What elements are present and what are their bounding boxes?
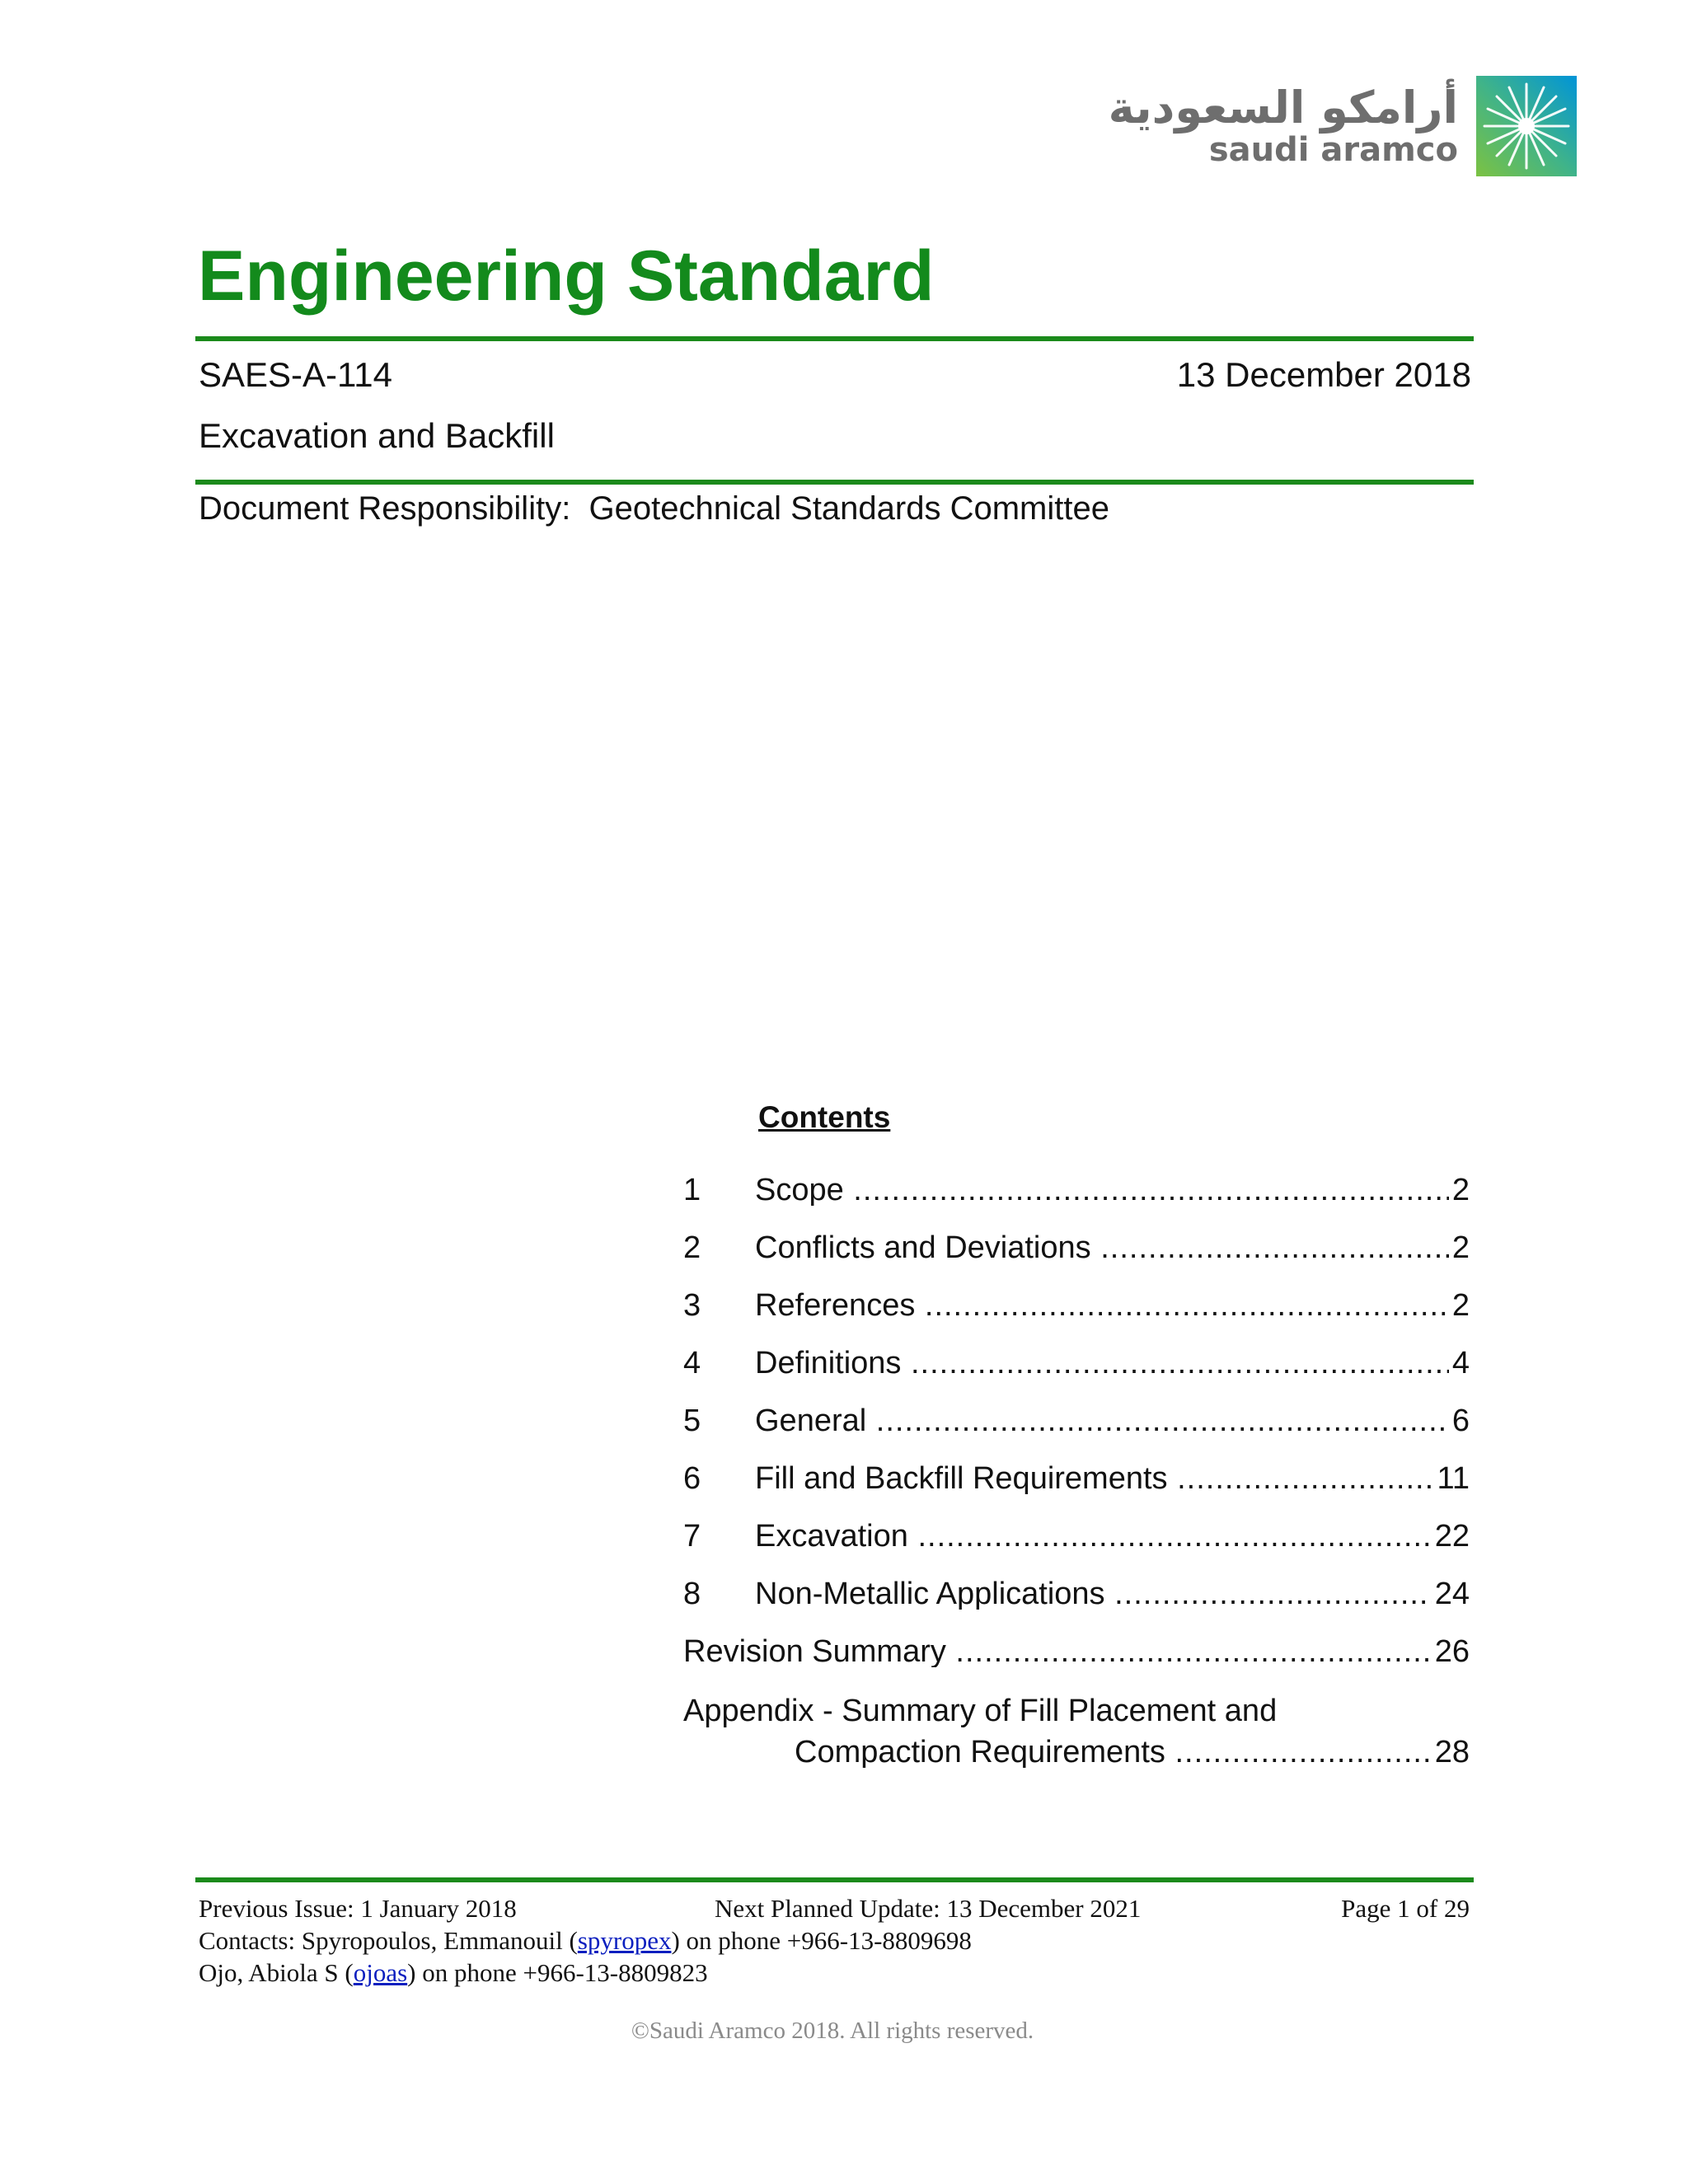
- toc-item-page: 4: [1451, 1346, 1470, 1380]
- toc-item-label: References .....: [755, 1290, 1449, 1321]
- toc-item-number: 8: [683, 1577, 701, 1611]
- contact2-suffix: ) on phone +966-13-8809823: [407, 1958, 708, 1987]
- toc-appendix-line1: Appendix - Summary of Fill Placement and: [683, 1694, 1278, 1728]
- toc-item-page: 24: [1434, 1577, 1470, 1611]
- toc-item-fill-backfill[interactable]: [683, 1463, 1470, 1521]
- footer-rule: [195, 1877, 1474, 1882]
- toc-item-non-metallic[interactable]: [683, 1578, 1470, 1636]
- toc-item-page: 22: [1434, 1519, 1470, 1554]
- toc-item-references[interactable]: [683, 1290, 1470, 1347]
- toc-item-general[interactable]: [683, 1405, 1470, 1463]
- toc-item-definitions[interactable]: [683, 1347, 1470, 1405]
- toc-item-number: 7: [683, 1519, 701, 1554]
- toc-item-conflicts[interactable]: [683, 1232, 1470, 1290]
- contact1-prefix: Contacts: Spyropoulos, Emmanouil (: [199, 1926, 578, 1955]
- toc-item-label: Definitions .....: [755, 1347, 1449, 1379]
- toc-item-label: Revision Summary .....: [683, 1636, 1432, 1667]
- document-title: Engineering Standard: [198, 237, 935, 316]
- toc-item-page: 2: [1451, 1230, 1470, 1265]
- header-bottom-rule: [195, 480, 1474, 485]
- logo-arabic-text: أرامكو السعودية: [1108, 82, 1458, 134]
- toc-item-label: Conflicts and Deviations .....: [755, 1232, 1449, 1263]
- next-planned-update: Next Planned Update: 13 December 2021: [715, 1894, 1142, 1923]
- toc-item-label: Fill and Backfill Requirements .....: [755, 1463, 1434, 1494]
- contact1-suffix: ) on phone +966-13-8809698: [671, 1926, 972, 1955]
- page-number: Page 1 of 29: [1341, 1894, 1470, 1923]
- toc-item-number: 1: [683, 1173, 701, 1207]
- document-subject: Excavation and Backfill: [199, 416, 555, 455]
- previous-issue: Previous Issue: 1 January 2018: [199, 1894, 517, 1923]
- logo-wordmark: [1108, 82, 1458, 169]
- toc-item-label: Excavation .....: [755, 1521, 1432, 1552]
- aramco-star-icon: [1476, 76, 1577, 176]
- toc-item-number: 4: [683, 1346, 701, 1380]
- responsibility-label: Document Responsibility:: [199, 490, 571, 527]
- toc-item-excavation[interactable]: [683, 1521, 1470, 1578]
- toc-appendix-line2: Compaction Requirements .....: [795, 1736, 1432, 1768]
- toc-item-page: 11: [1437, 1461, 1470, 1496]
- footer-contact-1: [199, 1924, 1470, 1957]
- copyright-notice: ©Saudi Aramco 2018. All rights reserved.: [631, 2018, 1034, 2044]
- contact2-prefix: Ojo, Abiola S (: [199, 1958, 354, 1987]
- footer-contact-2: [199, 1957, 1470, 1989]
- toc-item-page: 2: [1451, 1288, 1470, 1323]
- logo-english-text: saudi aramco: [1208, 131, 1458, 169]
- toc-item-revision-summary[interactable]: [683, 1636, 1470, 1694]
- toc-item-page: 28: [1434, 1735, 1470, 1769]
- responsibility-value: Geotechnical Standards Committee: [588, 490, 1109, 527]
- toc-item-number: 3: [683, 1288, 701, 1323]
- toc-appendix-line2-row: [683, 1736, 1470, 1768]
- toc-item-page: 6: [1451, 1404, 1470, 1438]
- toc-item-appendix[interactable]: [683, 1695, 1470, 1768]
- contents-heading: Contents: [758, 1100, 891, 1134]
- toc-item-number: 5: [683, 1404, 701, 1438]
- toc-item-label: General .....: [755, 1405, 1449, 1436]
- toc-item-label: Scope .....: [755, 1174, 1449, 1206]
- contact1-link[interactable]: spyropex: [577, 1926, 672, 1955]
- footer-issue-row: [199, 1892, 1470, 1924]
- document-id: SAES-A-114: [199, 355, 392, 394]
- table-of-contents: [683, 1174, 1470, 1768]
- toc-item-number: 2: [683, 1230, 701, 1265]
- document-responsibility: [199, 492, 1109, 525]
- page-footer: [199, 1892, 1470, 1989]
- document-date: 13 December 2018: [1176, 355, 1471, 394]
- contact2-link[interactable]: ojoas: [353, 1958, 408, 1987]
- toc-item-scope[interactable]: [683, 1174, 1470, 1232]
- toc-item-label: Non-Metallic Applications .....: [755, 1578, 1432, 1610]
- company-logo: [1109, 76, 1577, 176]
- toc-item-page: 26: [1434, 1634, 1470, 1669]
- toc-item-number: 6: [683, 1461, 701, 1496]
- toc-item-page: 2: [1451, 1173, 1470, 1207]
- header-top-rule: [195, 336, 1474, 341]
